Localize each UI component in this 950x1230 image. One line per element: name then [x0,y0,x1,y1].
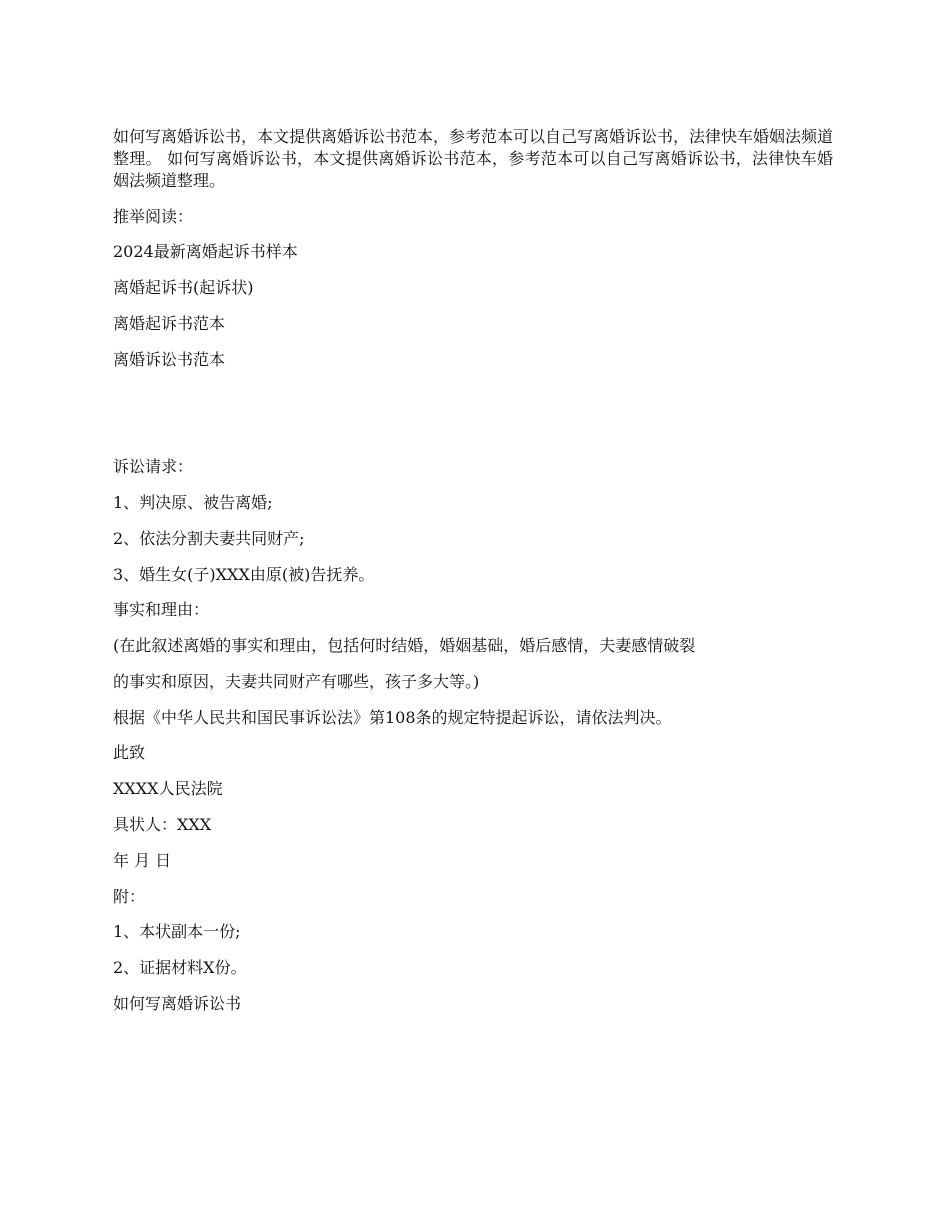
attachment-item-1: 1、本状副本一份; [113,922,241,941]
attachment-item-2: 2、证据材料X份。 [113,958,247,977]
recommend-link-1[interactable]: 2024最新离婚起诉书样本 [113,242,298,261]
signer: 具状人：XXX [113,815,212,834]
facts-line-2: 的事实和原因，夫妻共同财产有哪些，孩子多大等。) [113,672,480,691]
recommend-heading: 推举阅读： [113,207,194,226]
salutation: 此致 [113,743,146,762]
facts-heading: 事实和理由： [113,600,210,619]
recommend-link-3[interactable]: 离婚起诉书范本 [113,314,226,333]
claim-item-3: 3、婚生女(子)XXX由原(被)告抚养。 [113,565,375,584]
legal-basis: 根据《中华人民共和国民事诉讼法》第108条的规定特提起诉讼，请依法判决。 [113,708,672,727]
recommend-link-2[interactable]: 离婚起诉书(起诉状) [113,278,254,297]
recommend-link-4[interactable]: 离婚诉讼书范本 [113,350,226,369]
claim-item-2: 2、依法分割夫妻共同财产; [113,529,305,548]
claim-item-1: 1、判决原、被告离婚; [113,493,273,512]
intro-paragraph: 如何写离婚诉讼书，本文提供离婚诉讼书范本，参考范本可以自己写离婚诉讼书，法律快车婚姻法频道整理。 如何写离婚诉讼书，本文提供离婚诉讼书范本，参考范本可以自己写离婚诉讼书，法律快车婚姻法频道整理。 [113,127,834,190]
claims-heading: 诉讼请求： [113,457,194,476]
court-name: XXXX人民法院 [113,779,223,798]
footer-title: 如何写离婚诉讼书 [113,994,242,1013]
facts-line-1: (在此叙述离婚的事实和理由，包括何时结婚，婚姻基础，婚后感情，夫妻感情破裂 [113,636,696,655]
attachments-heading: 附： [113,887,146,906]
date-line: 年 月 日 [113,851,172,870]
